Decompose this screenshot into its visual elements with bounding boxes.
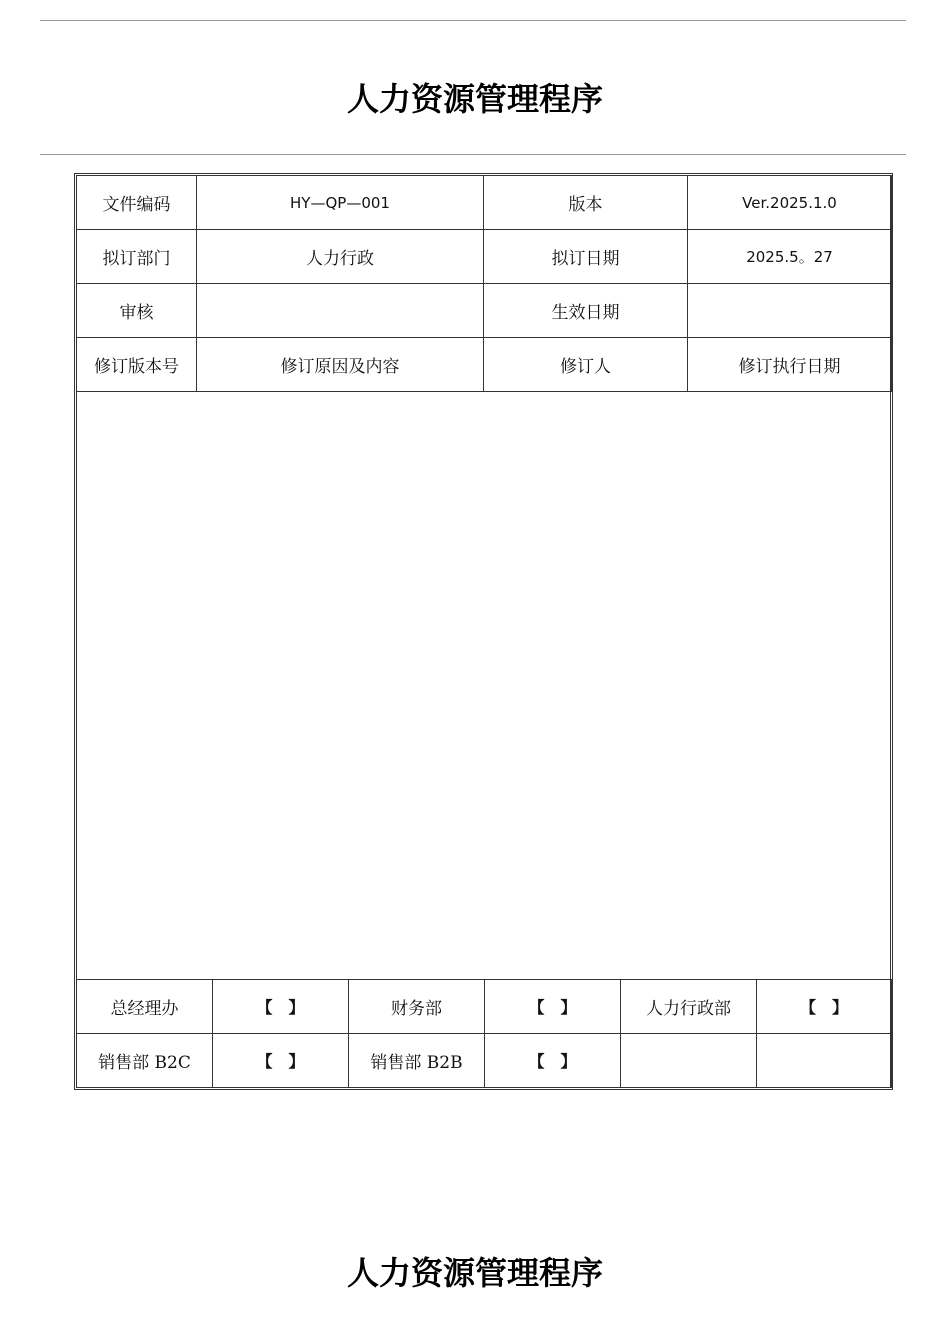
effective-date-value [688,284,892,338]
dist-mark-sales-b2b: 【 】 [485,1034,621,1088]
revision-version-header: 修订版本号 [77,338,197,392]
header-rule [40,20,906,21]
draft-date-value: 2025.5。27 [688,230,892,284]
table-row [77,338,892,392]
dist-label-sales-b2b: 销售部 B2B [349,1034,485,1088]
table-row [77,230,892,284]
dist-mark-finance: 【 】 [485,980,621,1034]
dist-mark-sales-b2c: 【 】 [213,1034,349,1088]
review-label: 审核 [77,284,197,338]
header-bottom-rule [40,154,906,155]
draft-date-label: 拟订日期 [484,230,688,284]
dist-label-hr-admin: 人力行政部 [621,980,757,1034]
dist-label-empty [621,1034,757,1088]
info-table [76,175,892,392]
table-row [77,176,892,230]
table-row [77,284,892,338]
dept-label: 拟订部门 [77,230,197,284]
doc-code-label: 文件编码 [77,176,197,230]
dist-mark-hr-admin: 【 】 [757,980,892,1034]
distribution-table [76,979,892,1088]
dist-label-general-office: 总经理办 [77,980,213,1034]
page-title: 人力资源管理程序 [346,80,603,118]
doc-code-value: HY—QP—001 [197,176,484,230]
version-value: Ver.2025.1.0 [688,176,892,230]
review-value [197,284,484,338]
dist-mark-general-office: 【 】 [213,980,349,1034]
effective-date-label: 生效日期 [484,284,688,338]
table-row [77,1034,892,1088]
revision-reviser-header: 修订人 [484,338,688,392]
revision-reason-header: 修订原因及内容 [197,338,484,392]
dist-mark-empty [757,1034,892,1088]
revision-exec-date-header: 修订执行日期 [688,338,892,392]
dist-label-finance: 财务部 [349,980,485,1034]
next-page-title: 人力资源管理程序 [346,1254,603,1292]
dist-label-sales-b2c: 销售部 B2C [77,1034,213,1088]
version-label: 版本 [484,176,688,230]
dept-value: 人力行政 [197,230,484,284]
revision-content-area [77,392,890,979]
document-control-form [74,173,893,1090]
table-row [77,980,892,1034]
